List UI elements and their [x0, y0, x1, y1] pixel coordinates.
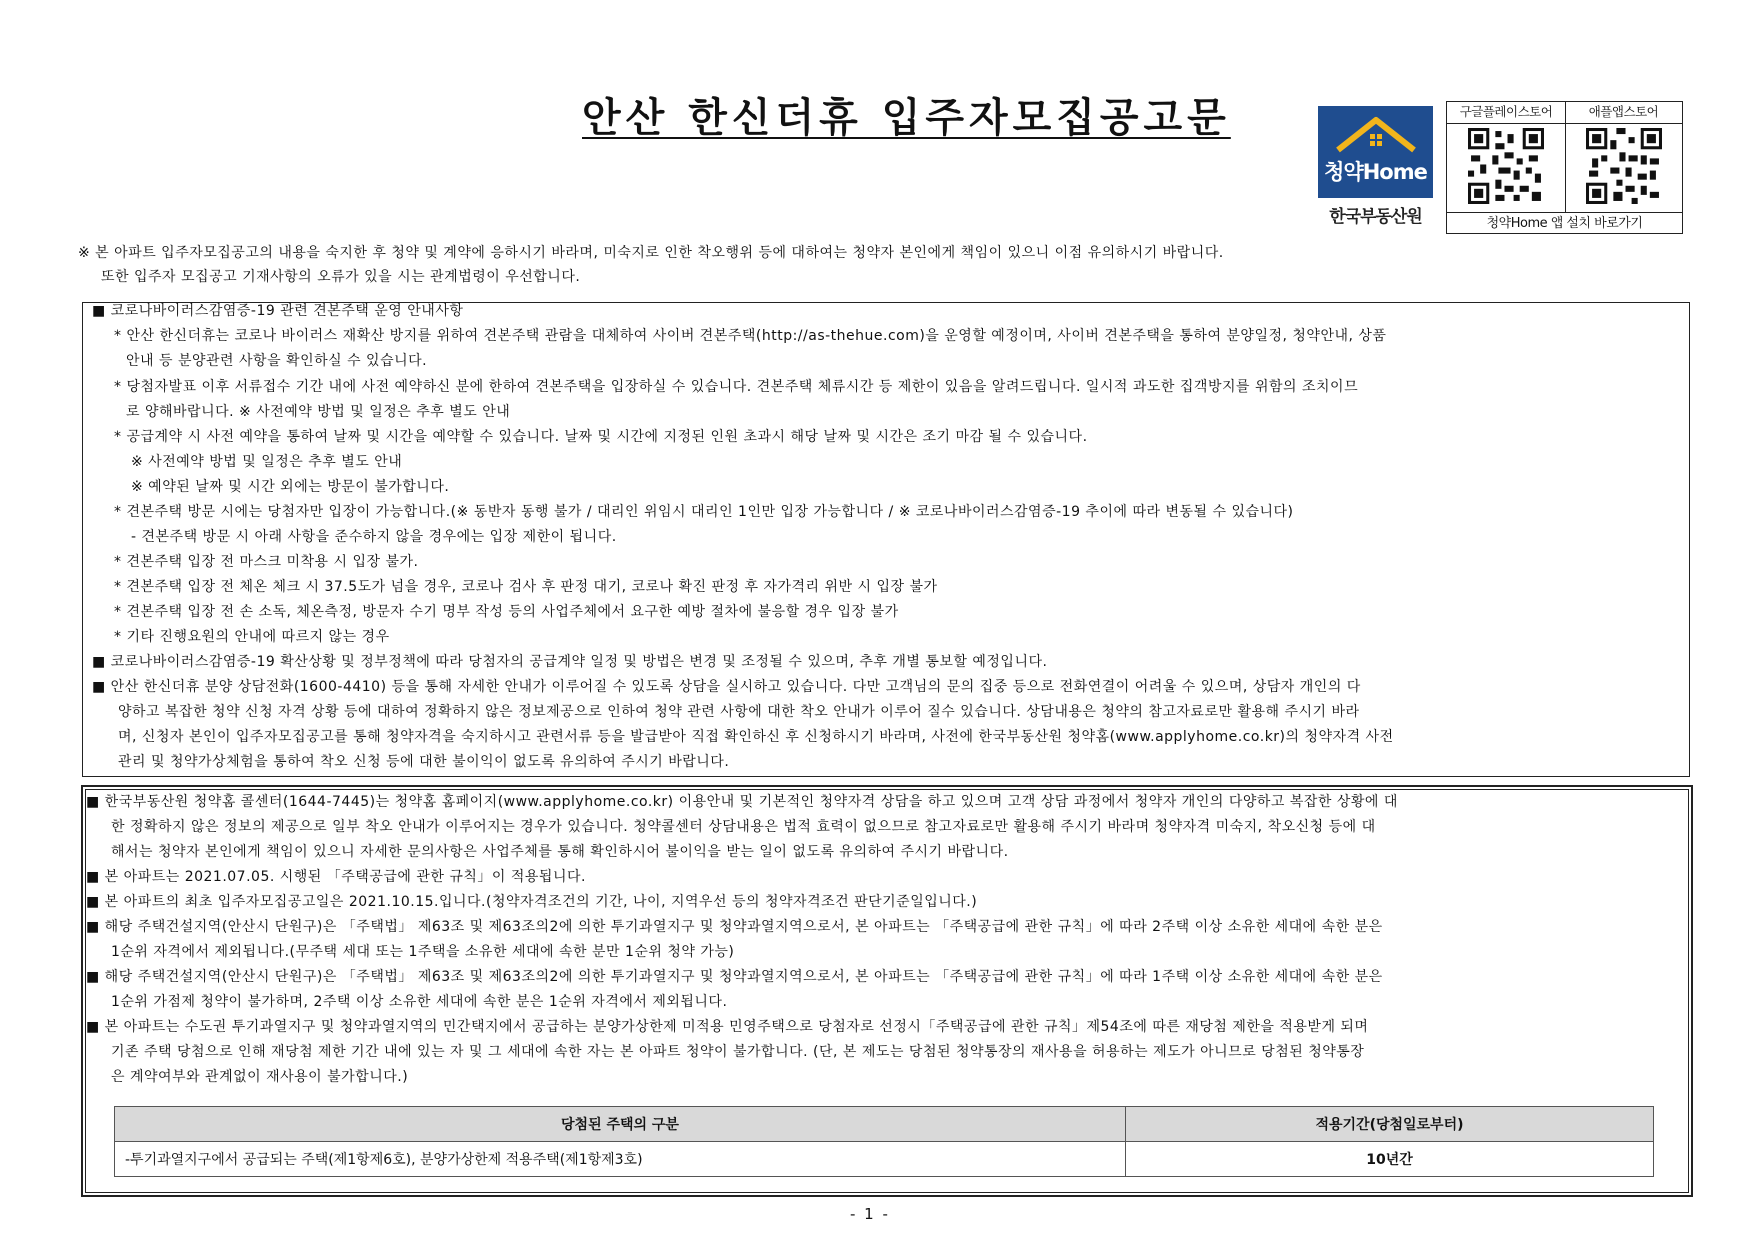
box2-line: 한 정확하지 않은 정보의 제공으로 일부 착오 안내가 이루어지는 경우가 있습니다. 청약콜센터 상담내용은 법적 효력이 없으므로 참고자료로만 활용해 주시기 바라며 청약자격 미숙지, 착오신청 등에 대: [111, 819, 1376, 835]
box1-line: 안내 등 분양관련 사항을 확인하실 수 있습니다.: [126, 353, 428, 369]
logo-brand: 청약Home: [1324, 160, 1427, 184]
logo-org: 한국부동산원: [1329, 207, 1422, 227]
app-qr-box: [1446, 101, 1683, 234]
box1-line: * 견본주택 입장 전 손 소독, 체온측정, 방문자 수기 명부 작성 등의 사업주체에서 요구한 예방 절차에 불응할 경우 입장 불가: [114, 604, 899, 620]
box1-line: * 견본주택 입장 전 마스크 미착용 시 입장 불가.: [114, 554, 419, 570]
box1-line: 양하고 복잡한 청약 신청 자격 상황 등에 대하여 정확하지 않은 정보제공으로 인하여 청약 관련 사항에 대한 착오 안내가 이루어 질수 있습니다. 상담내용은 청약의 참고자료로만 활용해 주시기 바라: [118, 704, 1360, 720]
table-header: 적용기간(당첨일로부터): [1126, 1107, 1654, 1142]
box2-line: 1순위 자격에서 제외됩니다.(무주택 세대 또는 1주택을 소유한 세대에 속한 분만 1순위 청약 가능): [111, 944, 735, 960]
page-number: - 1 -: [850, 1205, 890, 1223]
table-header-row: [115, 1107, 1654, 1142]
rewin-restriction-table: [114, 1106, 1654, 1177]
app-store-qr-icon[interactable]: [1586, 128, 1662, 204]
box1-line: ■ 안산 한신더휴 분양 상담전화(1600-4410) 등을 통해 자세한 안내가 이루어질 수 있도록 상담을 실시하고 있습니다. 다만 고객님의 문의 집중 등으로 전화연결이 어려울 수 있으며, 상담자 개인의 다: [92, 679, 1361, 695]
table-cell: -투기과열지구에서 공급되는 주택(제1항제6호), 분양가상한제 적용주택(제1항제3호): [115, 1142, 1126, 1177]
box1-line: * 안산 한신더휴는 코로나 바이러스 재확산 방지를 위하여 견본주택 관람을 대체하여 사이버 견본주택(http://as-thehue.com)을 운영할 예정이며, 사이버 견본주택을 통하여 분양일정, 청약안내, 상품: [114, 328, 1387, 344]
box2-line: 1순위 가점제 청약이 불가하며, 2주택 이상 소유한 세대에 속한 분은 1순위 자격에서 제외됩니다.: [111, 994, 728, 1010]
house-icon: [1332, 114, 1420, 154]
box1-line: * 견본주택 방문 시에는 당첨자만 입장이 가능합니다.(※ 동반자 동행 불가 / 대리인 위임시 대리인 1인만 입장 가능합니다 / ※ 코로나바이러스감염증-19 추이에 따라 변동될 수 있습니다): [114, 504, 1294, 520]
logo-background: [1318, 106, 1433, 198]
table-cell: 10년간: [1126, 1142, 1654, 1177]
app-install-link[interactable]: 청약Home 앱 설치 바로가기: [1447, 212, 1682, 234]
box2-line: ■ 해당 주택건설지역(안산시 단원구)은 「주택법」 제63조 및 제63조의2에 의한 투기과열지구 및 청약과열지역으로서, 본 아파트는 「주택공급에 관한 규칙」에 따라 1주택 이상 소유한 세대에 속한 분은: [86, 969, 1383, 985]
box1-line: 로 양해바랍니다. ※ 사전예약 방법 및 일정은 추후 별도 안내: [126, 404, 511, 420]
google-play-qr-icon[interactable]: [1468, 128, 1544, 204]
box1-line: * 견본주택 입장 전 체온 체크 시 37.5도가 넘을 경우, 코로나 검사 후 판정 대기, 코로나 확진 판정 후 자가격리 위반 시 입장 불가: [114, 579, 938, 595]
box1-line: * 기타 진행요원의 안내에 따르지 않는 경우: [114, 629, 390, 645]
box2-line: ■ 본 아파트는 2021.07.05. 시행된 「주택공급에 관한 규칙」이 적용됩니다.: [86, 869, 586, 885]
box2-line: ■ 본 아파트의 최초 입주자모집공고일은 2021.10.15.입니다.(청약자격조건의 기간, 나이, 지역우선 등의 청약자격조건 판단기준일입니다.): [86, 894, 978, 910]
table-row: [115, 1142, 1654, 1177]
box2-line: 해서는 청약자 본인에게 책임이 있으니 자세한 문의사항은 사업주체를 통해 확인하시어 불이익을 받는 일이 없도록 유의하여 주시기 바랍니다.: [111, 844, 1009, 860]
box1-line: * 공급계약 시 사전 예약을 통하여 날짜 및 시간을 예약할 수 있습니다. 날짜 및 시간에 지정된 인원 초과시 해당 날짜 및 시간은 조기 마감 될 수 있습니다.: [114, 429, 1088, 445]
box1-line: * 당첨자발표 이후 서류접수 기간 내에 사전 예약하신 분에 한하여 견본주택을 입장하실 수 있습니다. 견본주택 체류시간 등 제한이 있음을 알려드립니다. 일시적 과도한 집객방지를 위함의 조치이므: [114, 379, 1359, 395]
google-play-label: 구글플레이스토어: [1459, 104, 1553, 119]
page-title: 안산 한신더휴 입주자모집공고문: [582, 95, 1231, 141]
box1-line: ※ 예약된 날짜 및 시간 외에는 방문이 불가합니다.: [131, 479, 450, 495]
box2-line: ■ 본 아파트는 수도권 투기과열지구 및 청약과열지역의 민간택지에서 공급하는 분양가상한제 미적용 민영주택으로 당첨자로 선정시「주택공급에 관한 규칙」제54조에 따른 재당첨 제한을 적용받게 되며: [86, 1019, 1369, 1035]
applyhome-logo: [1318, 106, 1433, 228]
box1-line: 며, 신청자 본인이 입주자모집공고를 통해 청약자격을 숙지하시고 관련서류 등을 발급받아 직접 확인하신 후 신청하시기 바라며, 사전에 한국부동산원 청약홈(www.applyhome.co.kr)의 청약자격 사전: [118, 729, 1394, 745]
table-header: 당첨된 주택의 구분: [115, 1107, 1126, 1142]
notice-line: 또한 입주자 모집공고 기재사항의 오류가 있을 시는 관계법령이 우선합니다.: [101, 269, 581, 285]
box1-line: - 견본주택 방문 시 아래 사항을 준수하지 않을 경우에는 입장 제한이 됩니다.: [131, 529, 617, 545]
box1-line: ■ 코로나바이러스감염증-19 관련 견본주택 운영 안내사항: [92, 303, 464, 319]
box2-line: 기존 주택 당첨으로 인해 재당첨 제한 기간 내에 있는 자 및 그 세대에 속한 자는 본 아파트 청약이 불가합니다. (단, 본 제도는 당첨된 청약통장의 재사용을 허용하는 제도가 아니므로 당첨된 청약통장: [111, 1044, 1365, 1060]
app-store-label: 애플앱스토어: [1588, 104, 1659, 119]
box2-line: ■ 한국부동산원 청약홈 콜센터(1644-7445)는 청약홈 홈페이지(www.applyhome.co.kr) 이용안내 및 기본적인 청약자격 상담을 하고 있으며 고객 상담 과정에서 청약자 개인의 다양하고 복잡한 상황에 대: [86, 794, 1398, 810]
box2-line: ■ 해당 주택건설지역(안산시 단원구)은 「주택법」 제63조 및 제63조의2에 의한 투기과열지구 및 청약과열지역으로서, 본 아파트는 「주택공급에 관한 규칙」에 따라 2주택 이상 소유한 세대에 속한 분은: [86, 919, 1383, 935]
box2-line: 은 계약여부와 관계없이 재사용이 불가합니다.): [111, 1069, 409, 1085]
box1-line: ■ 코로나바이러스감염증-19 확산상황 및 정부정책에 따라 당첨자의 공급계약 일정 및 방법은 변경 및 조정될 수 있으며, 추후 개별 통보할 예정입니다.: [92, 654, 1048, 670]
notice-line: ※ 본 아파트 입주자모집공고의 내용을 숙지한 후 청약 및 계약에 응하시기 바라며, 미숙지로 인한 착오행위 등에 대하여는 청약자 본인에게 책임이 있으니 이점 유의하시기 바랍니다.: [78, 245, 1224, 261]
box1-line: 관리 및 청약가상체험을 통하여 착오 신청 등에 대한 불이익이 없도록 유의하여 주시기 바랍니다.: [118, 754, 730, 770]
box1-line: ※ 사전예약 방법 및 일정은 추후 별도 안내: [131, 454, 403, 470]
